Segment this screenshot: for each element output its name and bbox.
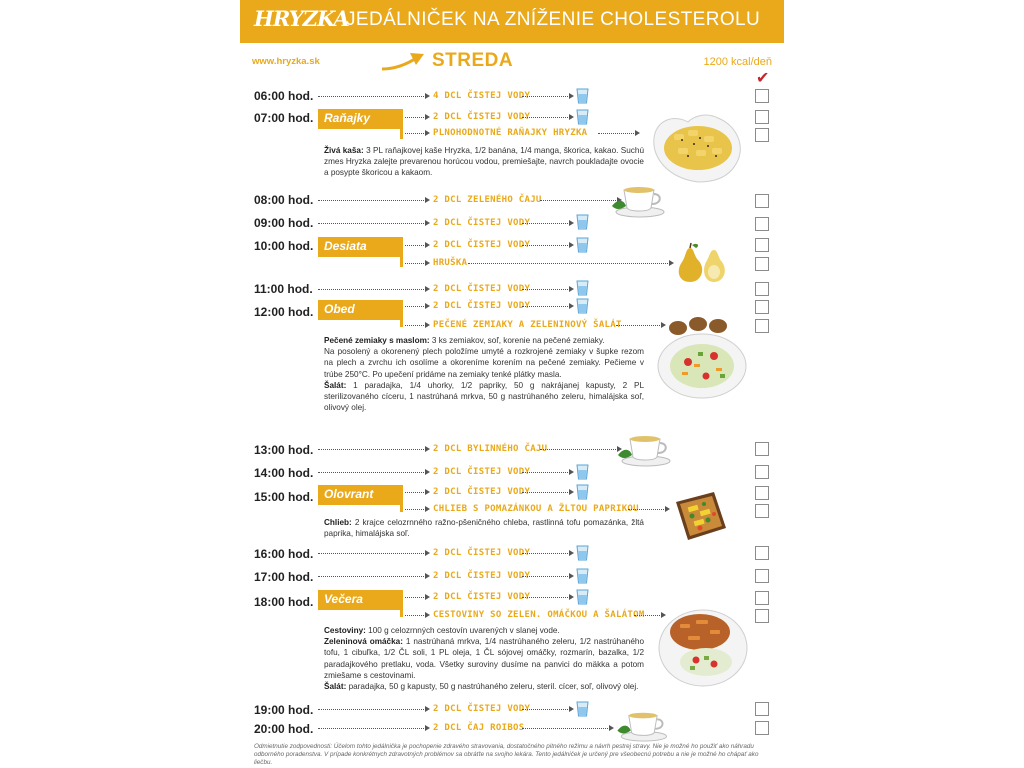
pear-image [676, 242, 732, 284]
item-water: 2 DCL ČISTEJ VODY [433, 218, 531, 228]
checkbox[interactable] [755, 569, 769, 583]
time-label: 16:00 hod. [254, 547, 314, 561]
arrow-line [405, 615, 428, 616]
item-water: 2 DCL ČISTEJ VODY [433, 467, 531, 477]
arrow-line [522, 223, 572, 224]
item-water: 2 DCL ČISTEJ VODY [433, 571, 531, 581]
checkbox[interactable] [755, 89, 769, 103]
item-water: 2 DCL ČISTEJ VODY [433, 548, 531, 558]
item-water: 2 DCL ČISTEJ VODY [433, 240, 531, 250]
tea-cup-icon [614, 708, 670, 742]
arrow-line [522, 728, 612, 729]
arrow-line [405, 117, 428, 118]
arrow-line [318, 576, 428, 577]
bread-sandwich-image [670, 488, 730, 544]
time-label: 06:00 hod. [254, 89, 314, 103]
checkbox[interactable] [755, 486, 769, 500]
arrow-line [318, 96, 428, 97]
checkbox[interactable] [755, 282, 769, 296]
checkbox[interactable] [755, 217, 769, 231]
arrow-line [318, 289, 428, 290]
arrow-line [405, 306, 428, 307]
breakfast-description: Živá kaša: 3 PL raňajkovej kaše Hryzka, 1/2 banána, 1/4 manga, škorica, kakao. Suchú zmes Hryzka zalejte prevarenou horúcou vodou, premiešajte, navrch poukladajte ovocie a posypte škoricou a kakaom. [324, 146, 644, 178]
arrow-line [318, 728, 428, 729]
meal-tab-snack2: Olovrant [318, 485, 400, 505]
item-herbal-tea: 2 DCL BYLINNÉHO ČAJU [433, 444, 548, 454]
glass-of-water-icon [576, 701, 589, 717]
snack2-description: Chlieb: 2 krajce celozrnného ražno-pšeničného chleba, rastlinná tofu pomazánka, žltá paprika, himalájska soľ. [324, 518, 644, 539]
checkbox[interactable] [755, 702, 769, 716]
item-green-tea: 2 DCL ZELENÉHO ČAJU [433, 195, 542, 205]
day-title: STREDA [432, 50, 514, 71]
checkbox[interactable] [755, 546, 769, 560]
checkbox[interactable] [755, 609, 769, 623]
checkbox[interactable] [755, 257, 769, 271]
arrow-line [522, 492, 572, 493]
meal-tab-breakfast: Raňajky [318, 109, 400, 129]
arrow-line [628, 509, 668, 510]
glass-of-water-icon [576, 589, 589, 605]
menu-sheet [240, 0, 784, 768]
time-label: 17:00 hod. [254, 570, 314, 584]
arrow-line [468, 263, 672, 264]
time-label: 14:00 hod. [254, 466, 314, 480]
glass-of-water-icon [576, 214, 589, 230]
meal-tab-dinner: Večera [318, 590, 400, 610]
arrow-line [405, 325, 428, 326]
glass-of-water-icon [576, 545, 589, 561]
arrow-line [405, 263, 428, 264]
checkbox[interactable] [755, 319, 769, 333]
arrow-line [540, 200, 620, 201]
item-rooibos: 2 DCL ČAJ ROIBOS [433, 723, 525, 733]
dinner-description: Cestoviny: 100 g celozrnných cestovín uvarených v slanej vode. Zeleninová omáčka: 1 nastrúhaná mrkva, 1/4 nastrúhaného zeleru, 1/2 nastrúhaného tofu, 1 cibuľka, 1/2 ČL soli, 1 PL oleja, 1 ČL sójovej omáčky, rozmarín, bazalka, 1/2 paradajkového pretlaku, voda. Všetky suroviny dusíme na panvici do mäkka a potom zmiešame s cestovinami. Šalát: paradajka, 50 g kapusty, 50 g nastrúhaného zeleru, steril. cícer, soľ, olivový olej. [324, 626, 645, 692]
item-water: 2 DCL ČISTEJ VODY [433, 112, 531, 122]
meal-tab-lunch: Obed [318, 300, 400, 320]
time-label: 19:00 hod. [254, 703, 314, 717]
item-dinner: CESTOVINY SO ZELEN. OMÁČKOU A ŠALÁTOM [433, 610, 645, 620]
item-pear: HRUŠKA [433, 258, 468, 268]
checkbox[interactable] [755, 300, 769, 314]
tea-cup-icon [610, 182, 666, 218]
item-water: 2 DCL ČISTEJ VODY [433, 301, 531, 311]
check-mark-icon: ✔ [756, 70, 770, 87]
kcal-label: 1200 kcal/deň [703, 56, 772, 68]
item-water: 2 DCL ČISTEJ VODY [433, 592, 531, 602]
potatoes-salad-image [654, 312, 748, 402]
disclaimer: Odmietnutie zodpovednosti: Účelom tohto jedálnička je pochopenie zdravého stravovania, dostatočného pitného režimu a návrh pestrej stravy. Nie je možné ho použiť ako náhradu odborného poradenstva. V prípade konkrétnych zdravotných problémov sa obráťte na svojho lekára. Tento jedálniček je určený pre všeobecnú potrebu a nie je možné ho chápať ako liečbu. [254, 743, 759, 766]
checkbox[interactable] [755, 110, 769, 124]
arrow-line [522, 597, 572, 598]
checkbox[interactable] [755, 504, 769, 518]
arrow-line [522, 306, 572, 307]
item-water: 4 DCL ČISTEJ VODY [433, 91, 531, 101]
time-label: 12:00 hod. [254, 305, 314, 319]
time-label: 08:00 hod. [254, 193, 314, 207]
glass-of-water-icon [576, 280, 589, 296]
arrow-line [318, 449, 428, 450]
glass-of-water-icon [576, 109, 589, 125]
checkbox[interactable] [755, 194, 769, 208]
checkbox[interactable] [755, 465, 769, 479]
glass-of-water-icon [576, 484, 589, 500]
tea-cup-icon [616, 431, 672, 467]
meal-tab-snack1: Desiata [318, 237, 400, 257]
checkbox[interactable] [755, 721, 769, 735]
arrow-line [522, 709, 572, 710]
arrow-line [522, 245, 572, 246]
item-lunch: PEČENÉ ZEMIAKY A ZELENINOVÝ ŠALÁT [433, 320, 622, 330]
time-label: 13:00 hod. [254, 443, 314, 457]
time-label: 15:00 hod. [254, 490, 314, 504]
arrow-line [318, 553, 428, 554]
time-label: 18:00 hod. [254, 595, 314, 609]
arrow-line [318, 223, 428, 224]
time-label: 07:00 hod. [254, 111, 314, 125]
time-label: 11:00 hod. [254, 282, 313, 296]
arrow-line [318, 709, 428, 710]
checkbox[interactable] [755, 128, 769, 142]
arrow-line [522, 117, 572, 118]
time-label: 09:00 hod. [254, 216, 314, 230]
arrow-line [522, 289, 572, 290]
porridge-bowl-image [648, 108, 748, 188]
arrow-line [405, 597, 428, 598]
arrow-line [540, 449, 620, 450]
glass-of-water-icon [576, 237, 589, 253]
item-water: 2 DCL ČISTEJ VODY [433, 284, 531, 294]
logo: HRYZKA [254, 6, 349, 31]
arrow-line [522, 553, 572, 554]
arrow-line [405, 133, 428, 134]
item-water: 2 DCL ČISTEJ VODY [433, 487, 531, 497]
arrow-line [405, 509, 428, 510]
glass-of-water-icon [576, 88, 589, 104]
arrow-line [598, 133, 638, 134]
arrow-line [405, 492, 428, 493]
lunch-description: Pečené zemiaky s maslom: 3 ks zemiakov, soľ, korenie na pečené zemiaky. Na posolený a okorenený plech položíme umyté a rozkrojené zemiaky v šupke rezom na plech a zvrchu ich osolíme a okoreníme korením na pečené zemiaky. Pečieme v trúbe 250°C. Po upečení pridáme na zemiaky tenké plátky masla. Šalát: 1 paradajka, 1/4 uhorky, 1/2 papriky, 50 g nakrájanej kapusty, 2 PL sterilizovaného cíceru, 1 nastrúhaná mrkva, 50 g nastrúhaného zeleru, himalájska soľ, olivový olej. [324, 336, 644, 413]
item-water: 2 DCL ČISTEJ VODY [433, 704, 531, 714]
time-label: 20:00 hod. [254, 722, 314, 736]
pasta-plate-image [656, 598, 750, 690]
arrow-line [405, 245, 428, 246]
glass-of-water-icon [576, 568, 589, 584]
arrow-line [522, 96, 572, 97]
time-label: 10:00 hod. [254, 239, 314, 253]
arrow-line [318, 200, 428, 201]
checkbox[interactable] [755, 591, 769, 605]
page-title: JEDÁLNIČEK NA ZNÍŽENIE CHOLESTEROLU [346, 9, 761, 30]
arrow-line [522, 472, 572, 473]
item-breakfast: PLNOHODNOTNÉ RAŇAJKY HRYZKA [433, 128, 588, 138]
glass-of-water-icon [576, 298, 589, 314]
checkbox[interactable] [755, 238, 769, 252]
glass-of-water-icon [576, 464, 589, 480]
item-snack2: CHLIEB S POMAZÁNKOU A ŽLTOU PAPRIKOU [433, 504, 639, 514]
website-link[interactable]: www.hryzka.sk [252, 56, 320, 67]
header-bar [240, 0, 784, 43]
checkbox[interactable] [755, 442, 769, 456]
arrow-line [522, 576, 572, 577]
curved-arrow-icon [380, 49, 428, 73]
arrow-line [318, 472, 428, 473]
